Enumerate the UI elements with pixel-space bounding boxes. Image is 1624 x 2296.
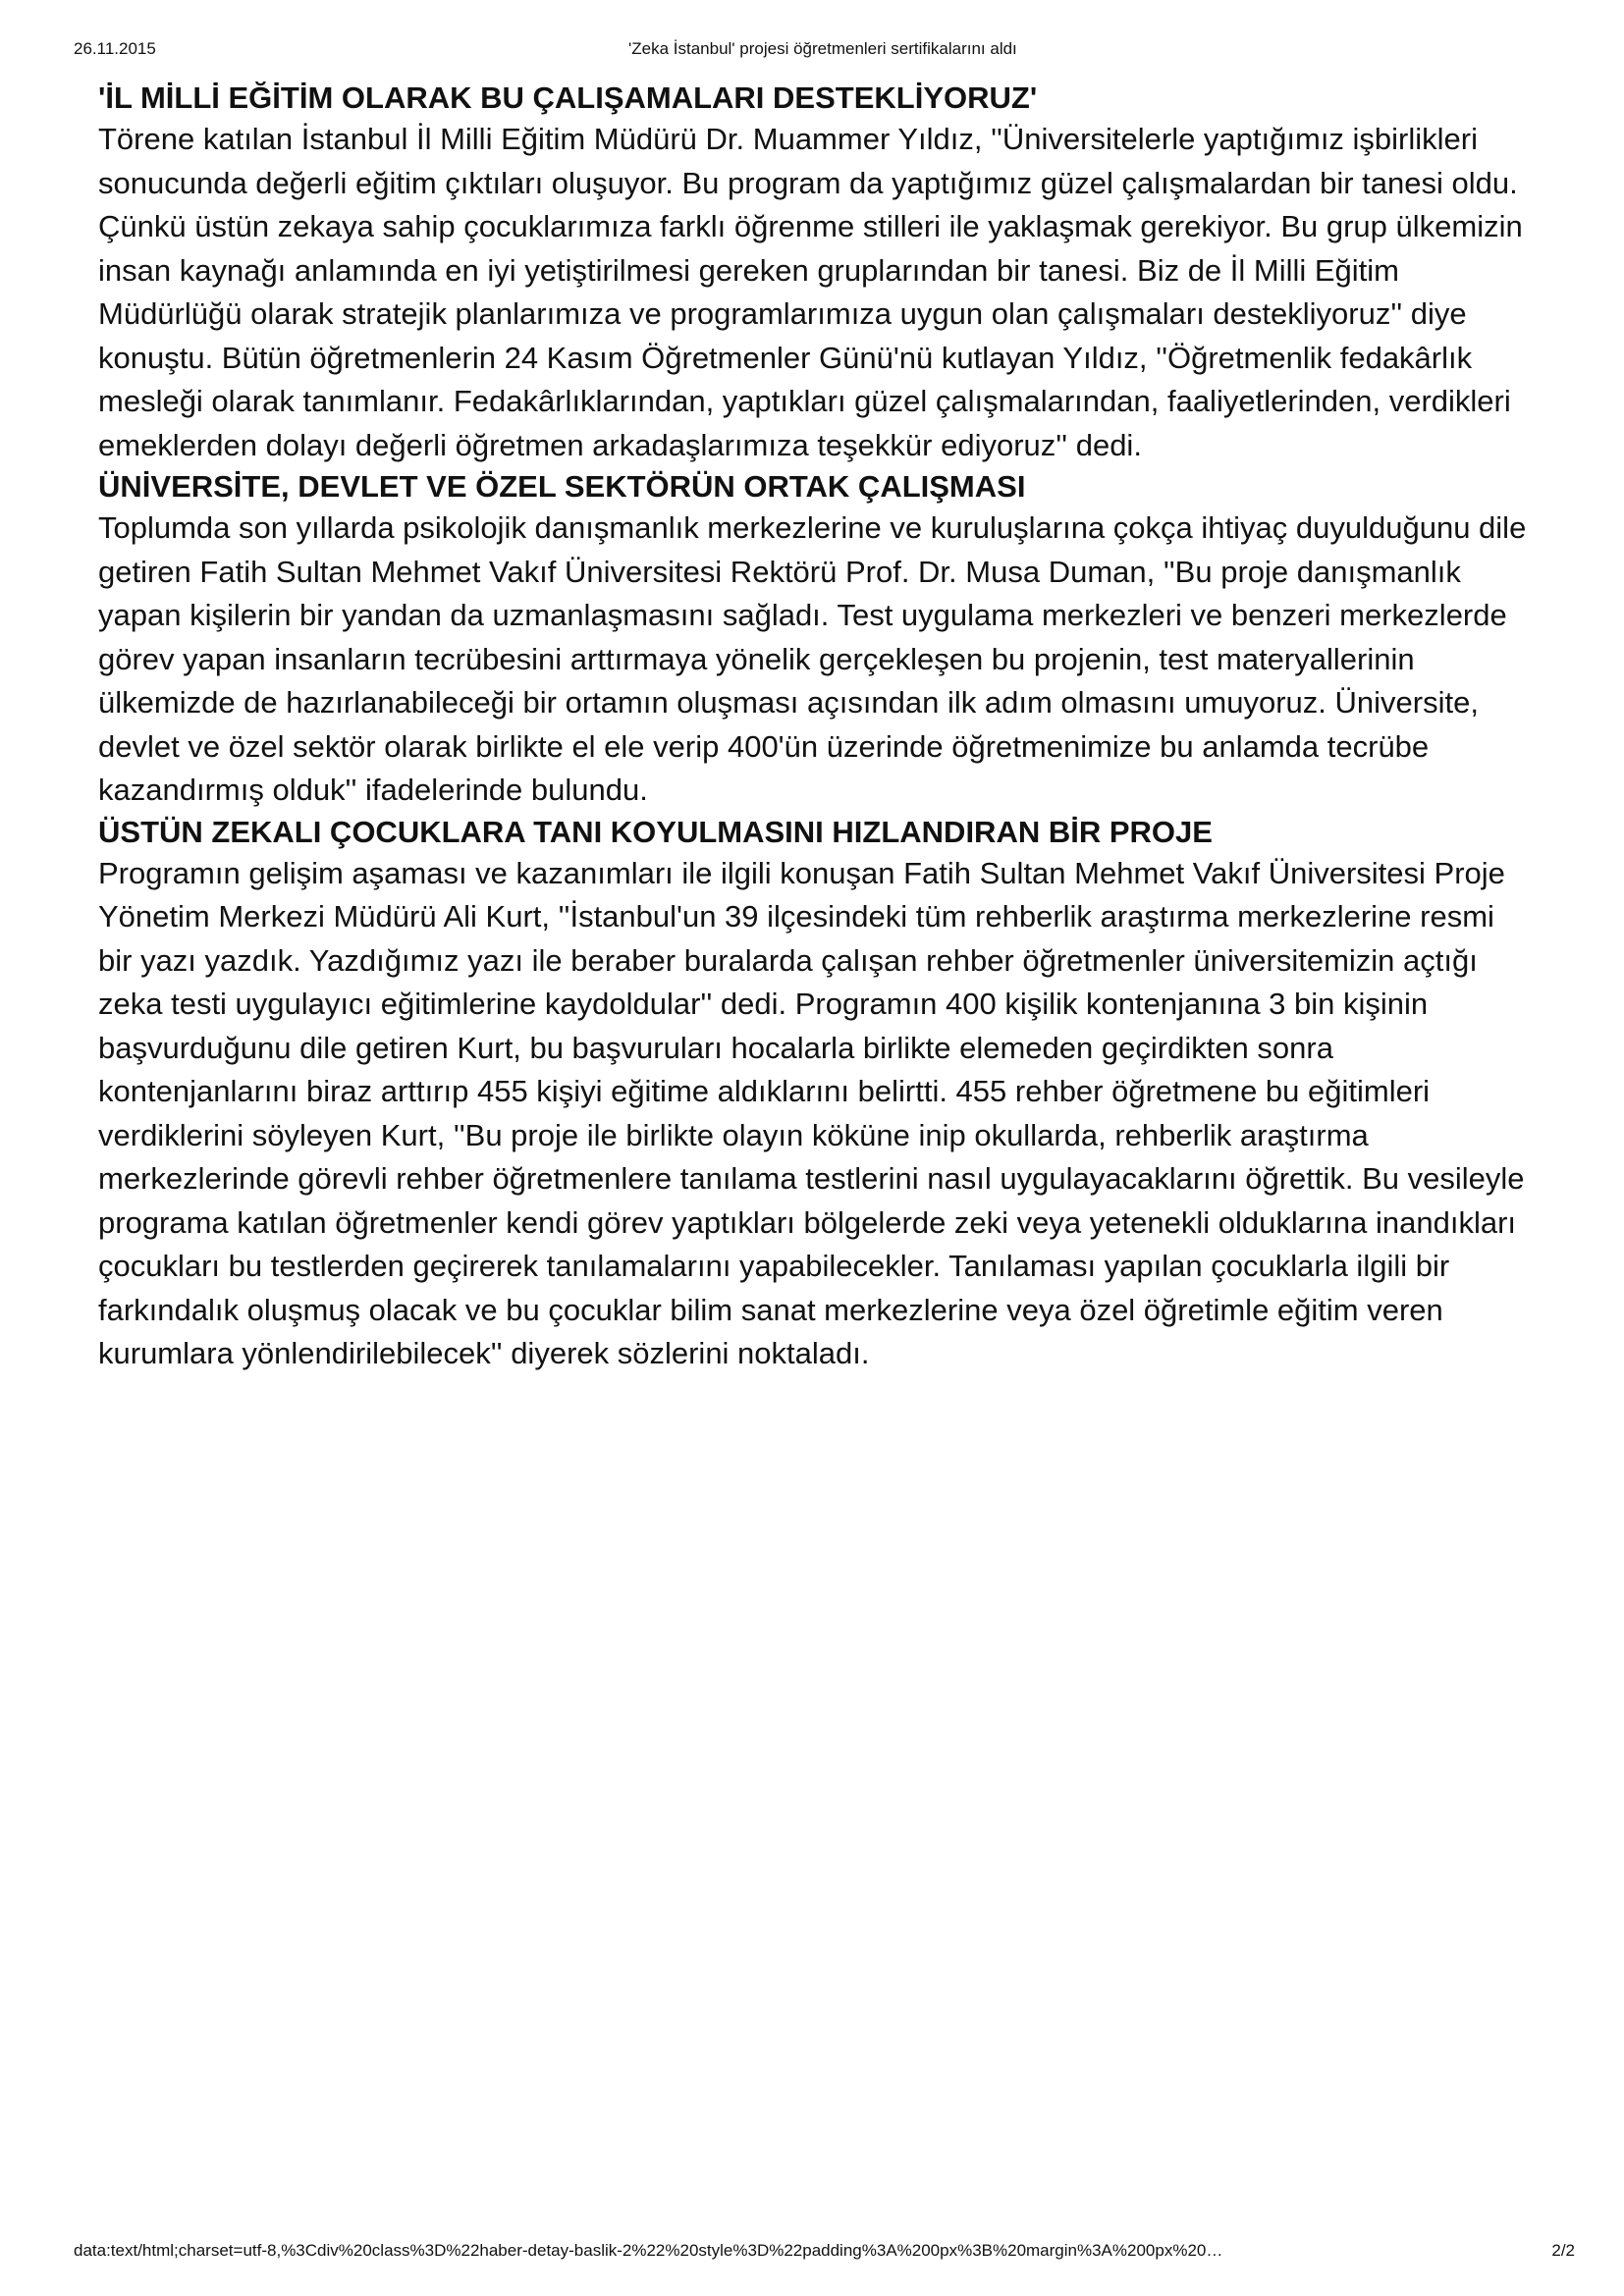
section-heading: ÜNİVERSİTE, DEVLET VE ÖZEL SEKTÖRÜN ORTAK ÇALIŞMASI (98, 469, 1026, 504)
page-number: 2/2 (1551, 2241, 1575, 2260)
print-header (74, 39, 1575, 65)
section-paragraph: Törene katılan İstanbul İl Milli Eğitim Müdürü Dr. Muammer Yıldız, ''Üniversitelerle yaptığımız işbirlikleri sonucunda değerli eğitim çıktıları oluşuyor. Bu program da yaptığımız güzel çalışmalardan bir tanesi oldu. Çünkü üstün zekaya sahip çocuklarımıza farklı öğrenme stilleri ile yaklaşmak gerekiyor. Bu grup ülkemizin insan kaynağı anlamında en iyi yetiştirilmesi gereken gruplarından bir tanesi. Biz de İl Milli Eğitim Müdürlüğü olarak stratejik planlarımıza ve programlarımıza uygun olan çalışmaları destekliyoruz'' diye konuştu. Bütün öğretmenlerin 24 Kasım Öğretmenler Günü'nü kutlayan Yıldız, ''Öğretmenlik fedakârlık mesleği olarak tanımlanır. Fedakârlıklarından, yaptıkları güzel çalışmalarından, faaliyetlerinden, verdikleri emeklerden dolayı değerli öğretmen arkadaşlarımıza teşekkür ediyoruz'' dedi. (98, 122, 1523, 462)
section-paragraph: Toplumda son yıllarda psikolojik danışmanlık merkezlerine ve kuruluşlarına çokça ihtiyaç duyulduğunu dile getiren Fatih Sultan Mehmet Vakıf Üniversitesi Rektörü Prof. Dr. Musa Duman, ''Bu proje danışmanlık yapan kişilerin bir yandan da uzmanlaşmasını sağladı. Test uygulama merkezleri ve benzeri merkezlerde görev yapan insanların tecrübesini arttırmaya yönelik gerçekleşen bu projenin, test materyallerinin ülkemizde de hazırlanabileceği bir ortamın oluşması açısından ilk adım olmasını umuyoruz. Üniversite, devlet ve özel sektör olarak birlikte el ele verip 400'ün üzerinde öğretmenimize bu anlamda tecrübe kazandırmış olduk'' ifadelerinde bulundu. (98, 510, 1527, 807)
article-body (98, 79, 1532, 1376)
section-paragraph: Programın gelişim aşaması ve kazanımları ile ilgili konuşan Fatih Sultan Mehmet Vakıf Üniversitesi Proje Yönetim Merkezi Müdürü Ali Kurt, ''İstanbul'un 39 ilçesindeki tüm rehberlik araştırma merkezlerine resmi bir yazı yazdık. Yazdığımız yazı ile beraber buralarda çalışan rehber öğretmenler üniversitemizin açtığı zeka testi uygulayıcı eğitimlerine kaydoldular'' dedi. Programın 400 kişilik kontenjanına 3 bin kişinin başvurduğunu dile getiren Kurt, bu başvuruları hocalarla birlikte elemeden geçirdikten sonra kontenjanlarını biraz arttırıp 455 kişiyi eğitime aldıklarını belirtti. 455 rehber öğretmene bu eğitimleri verdiklerini söyleyen Kurt, ''Bu proje ile birlikte olayın köküne inip okullarda, rehberlik araştırma merkezlerinde görevli rehber öğretmenlere tanılama testlerini nasıl uygulayacaklarını öğrettik. Bu vesileyle programa katılan öğretmenler kendi görev yaptıkları bölgelerde zeki veya yetenekli olduklarına inandıkları çocukları bu testlerden geçirerek tanılamalarını yapabilecekler. Tanılaması yapılan çocuklarla ilgili bir farkındalık oluşmuş olacak ve bu çocuklar bilim sanat merkezlerine veya özel öğretimle eğitim veren kurumlara yönlendirilebilecek'' diyerek sözlerini noktaladı. (98, 855, 1525, 1370)
print-page-title: 'Zeka İstanbul' projesi öğretmenleri sertifikalarını aldı (628, 39, 1017, 58)
print-date: 26.11.2015 (74, 39, 156, 58)
section-heading: ÜSTÜN ZEKALI ÇOCUKLARA TANI KOYULMASINI HIZLANDIRAN BİR PROJE (98, 814, 1213, 849)
print-source-url: data:text/html;charset=utf-8,%3Cdiv%20class%3D%22haber-detay-baslik-2%22%20style%3D%22padding%3A%200px%3B%20margin%3A%200px%20… (74, 2241, 1223, 2260)
print-footer (74, 2241, 1575, 2267)
section-heading: 'İL MİLLİ EĞİTİM OLARAK BU ÇALIŞAMALARI DESTEKLİYORUZ' (98, 80, 1038, 115)
